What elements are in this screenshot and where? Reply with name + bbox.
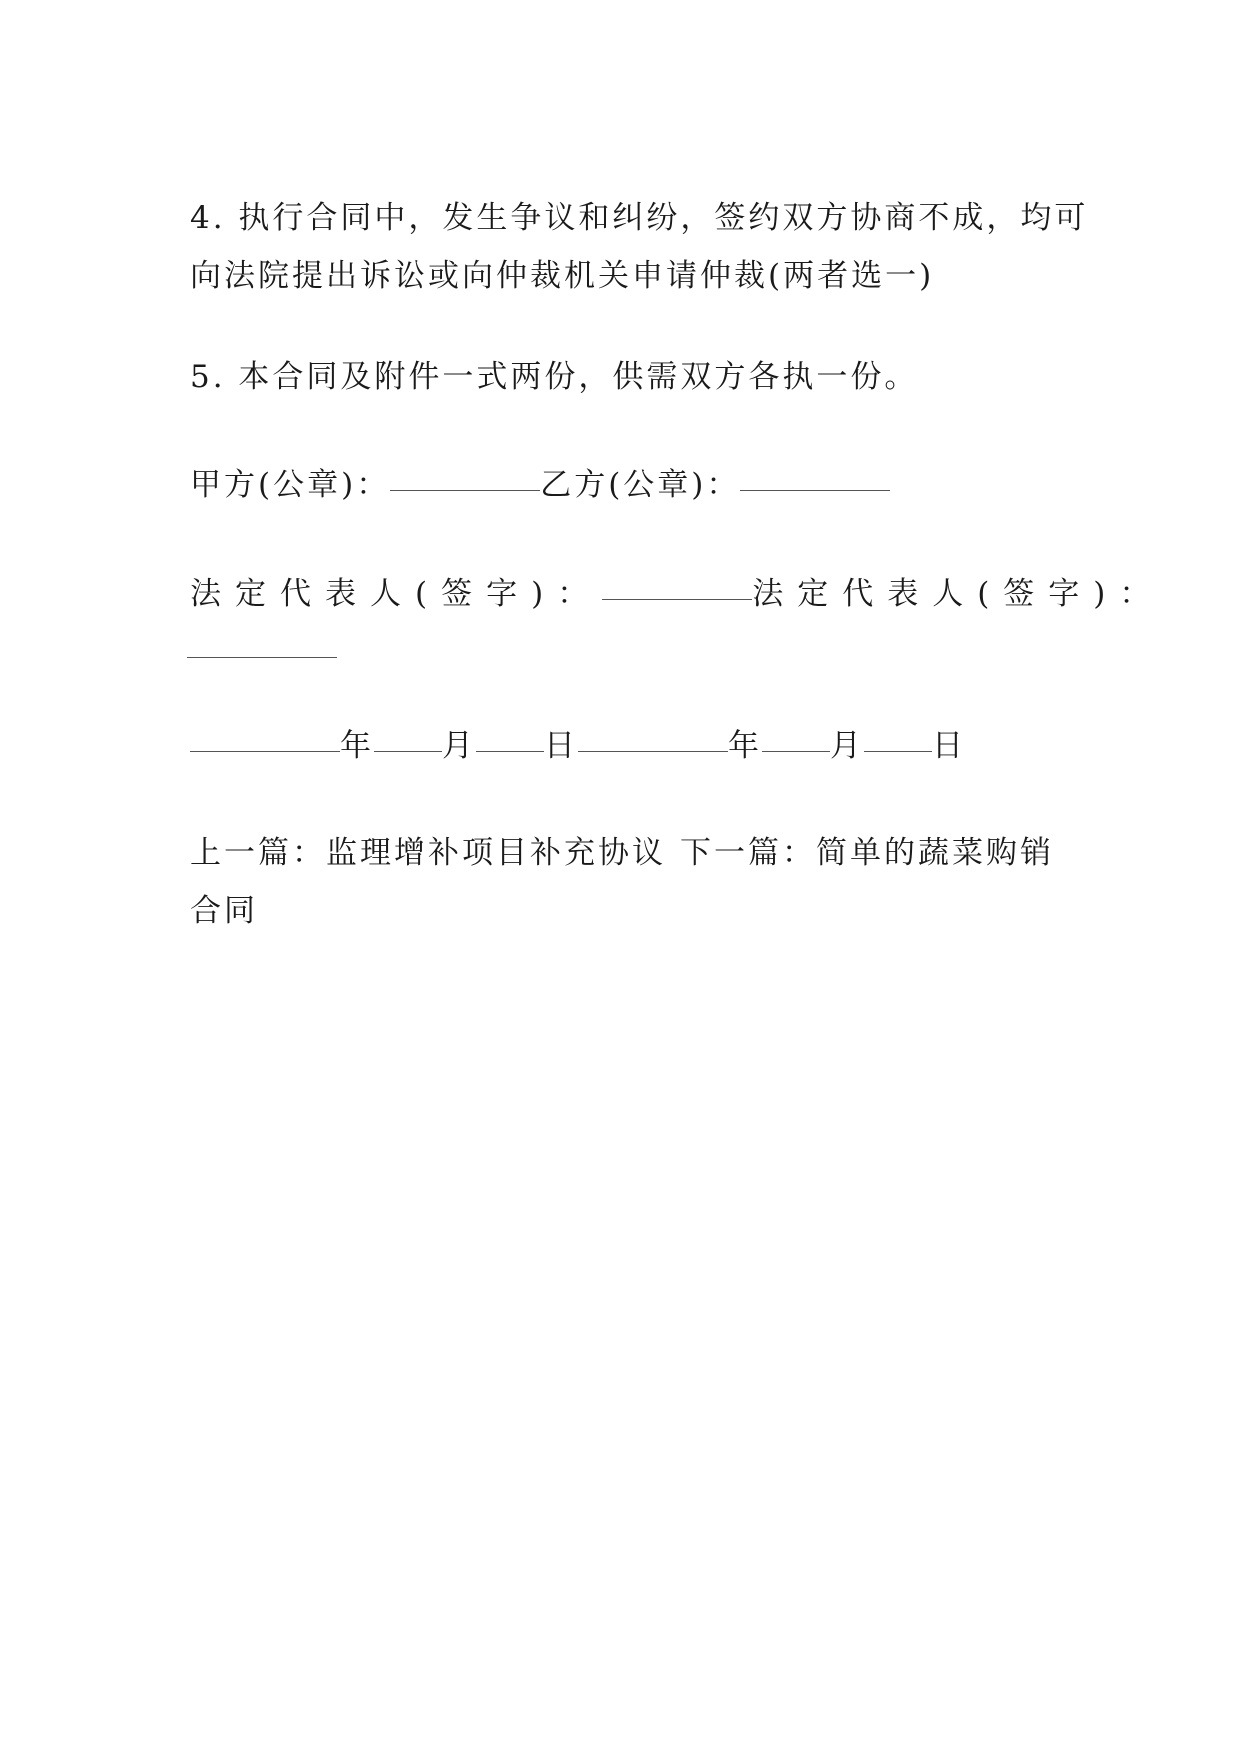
party-a-year-blank — [190, 750, 340, 752]
rep-line — [190, 565, 1165, 681]
party-b-rep-label: 法定代表人(签字)： — [752, 576, 1165, 612]
party-b-month-label: 月 — [830, 728, 864, 764]
next-article-label: 下一篇： — [680, 835, 816, 871]
prev-article-label: 上一篇： — [190, 835, 326, 871]
party-a-seal-label: 甲方(公章)： — [190, 467, 391, 503]
party-a-rep-blank — [602, 598, 752, 600]
party-a-rep-label: 法定代表人(签字)： — [190, 576, 603, 612]
rep-line-wrap — [190, 623, 1070, 681]
clause-4-line-2: 向法院提出诉讼或向仲裁机关申请仲裁(两者选一) — [190, 258, 935, 294]
clause-4 — [190, 189, 1089, 305]
party-b-day-label: 日 — [932, 728, 966, 764]
party-b-month-blank — [762, 750, 830, 752]
party-a-seal-blank — [390, 489, 540, 491]
party-b-year-blank — [578, 750, 728, 752]
date-line — [190, 717, 1070, 775]
party-b-rep-blank — [187, 656, 337, 658]
party-b-seal-blank — [740, 489, 890, 491]
party-a-day-label: 日 — [544, 728, 578, 764]
article-nav — [190, 824, 1070, 940]
party-a-month-label: 月 — [442, 728, 476, 764]
article-nav-line-1 — [190, 824, 1070, 882]
party-b-seal-label: 乙方(公章)： — [540, 467, 741, 503]
article-nav-line-2 — [190, 882, 1070, 940]
clause-4-line-1: 4. 执行合同中，发生争议和纠纷，签约双方协商不成，均可 — [190, 200, 1089, 236]
party-a-year-label: 年 — [340, 728, 374, 764]
party-a-month-blank — [374, 750, 442, 752]
seal-line — [190, 456, 1070, 514]
next-article-link[interactable]: 简单的蔬菜购销 — [816, 835, 1054, 871]
party-a-day-blank — [476, 750, 544, 752]
party-b-year-label: 年 — [728, 728, 762, 764]
party-b-day-blank — [864, 750, 932, 752]
next-article-link-cont[interactable]: 合同 — [190, 893, 258, 929]
prev-article-link[interactable]: 监理增补项目补充协议 — [326, 835, 666, 871]
clause-5: 5. 本合同及附件一式两份，供需双方各执一份。 — [190, 359, 919, 395]
